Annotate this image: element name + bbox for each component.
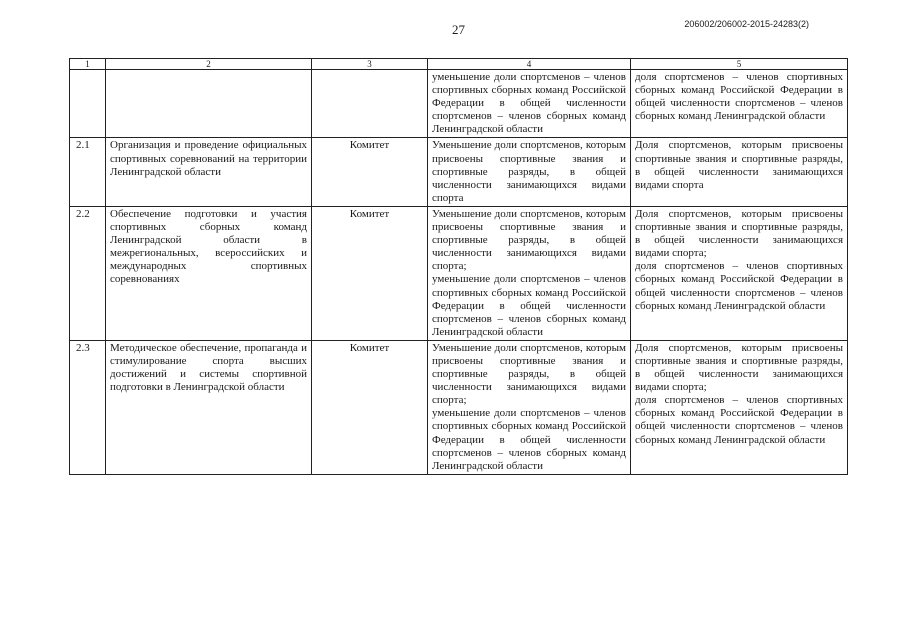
row-result-cell [631,340,848,474]
row-event: Организация и проведение официальных спортивных соревнований на территории Ленинградской области [106,138,312,206]
table-row [70,340,848,474]
row-indicator-cell [428,340,631,474]
row-indicator: Уменьшение доли спортсменов, которым присвоены спортивные звания и спортивные разряды, в общей численности занимающихся видами спорта; [432,207,626,273]
table-row [70,138,848,206]
table-row [70,70,848,138]
row-result-second: доля спортсменов – членов спортивных сборных команд Российской Федерации в общей численности спортсменов – членов сборных команд Ленинградской области [635,260,843,312]
program-table [69,58,848,475]
page-number: 27 [452,22,465,37]
row-result-cell [631,206,848,340]
row-indicator: Уменьшение доли спортсменов, которым присвоены спортивные звания и спортивные разряды, в общей численности занимающихся видами спорта [428,138,631,206]
row-number: 2.1 [70,138,106,206]
row-result: Доля спортсменов, которым присвоены спортивные звания и спортивные разряды, в общей численности занимающихся видами спорта [631,138,848,206]
row-executor: Комитет [312,340,428,474]
row-indicator-cell [428,206,631,340]
table-header-row [70,59,848,70]
row-result-second: доля спортсменов – членов спортивных сборных команд Российской Федерации в общей численности спортсменов – членов сборных команд Ленинградской области [635,394,843,446]
row-indicator-second: уменьшение доли спортсменов – членов спортивных сборных команд Российской Федерации в общей численности спортсменов – членов сборных команд Ленинградской области [432,273,626,338]
document-id: 206002/206002-2015-24283(2) [684,19,809,29]
row-event: Обеспечение подготовки и участия спортивных сборных команд Ленинградской области в межрегиональных, всероссийских и международных спортивных соревнованиях [106,206,312,340]
row-number: 2.2 [70,206,106,340]
row-result: Доля спортсменов, которым присвоены спортивные звания и спортивные разряды, в общей численности занимающихся видами спорта; [635,341,843,394]
row-indicator-second: уменьшение доли спортсменов – членов спортивных сборных команд Российской Федерации в общей численности спортсменов – членов сборных команд Ленинградской области [432,407,626,472]
header-col-1: 1 [70,59,106,70]
table-row [70,206,848,340]
row-indicator: Уменьшение доли спортсменов, которым присвоены спортивные звания и спортивные разряды, в общей численности занимающихся видами спорта; [432,341,626,407]
header-col-2: 2 [106,59,312,70]
row-event: Методическое обеспечение, пропаганда и стимулирование спорта высших достижений и системы спортивной подготовки в Ленинградской области [106,340,312,474]
row-number: 2.3 [70,340,106,474]
header-col-4: 4 [428,59,631,70]
row-executor: Комитет [312,206,428,340]
header-col-5: 5 [631,59,848,70]
header-col-3: 3 [312,59,428,70]
row-number [70,70,106,138]
row-indicator: уменьшение доли спортсменов – членов спортивных сборных команд Российской Федерации в общей численности спортсменов – членов сборных команд Ленинградской области [428,70,631,138]
row-event [106,70,312,138]
row-result: доля спортсменов – членов спортивных сборных команд Российской Федерации в общей численности спортсменов – членов сборных команд Ленинградской области [631,70,848,138]
row-executor: Комитет [312,138,428,206]
row-result: Доля спортсменов, которым присвоены спортивные звания и спортивные разряды, в общей численности занимающихся видами спорта; [635,207,843,260]
row-executor [312,70,428,138]
